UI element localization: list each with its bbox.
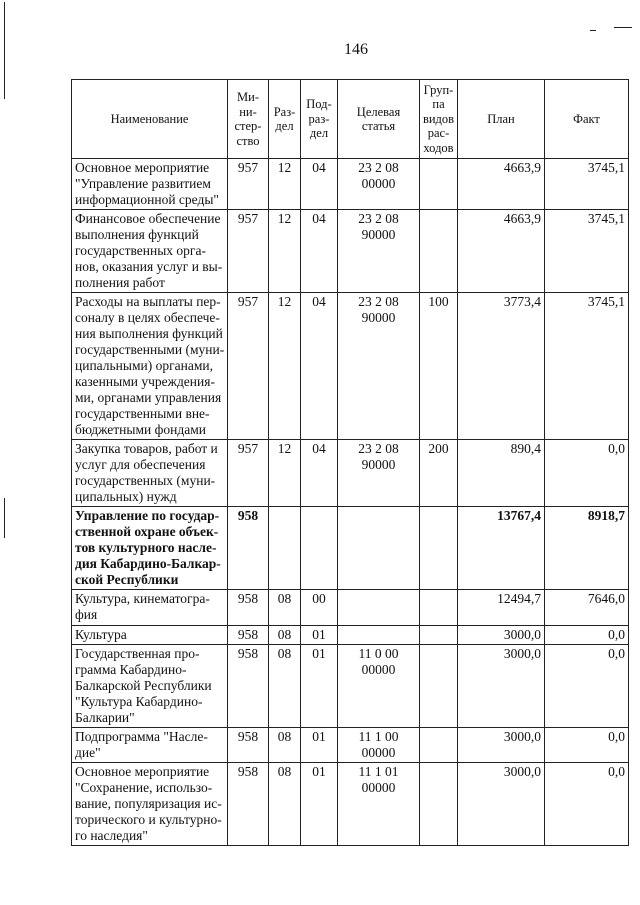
row-ministry: 957 xyxy=(228,293,269,440)
left-margin-line xyxy=(4,2,5,99)
header-section-text: Раз- дел xyxy=(273,104,296,133)
row-section: 08 xyxy=(269,763,301,846)
row-section: 08 xyxy=(269,590,301,626)
row-fact: 8918,7 xyxy=(545,507,629,590)
row-plan: 3000,0 xyxy=(458,626,545,645)
row-fact: 7646,0 xyxy=(545,590,629,626)
row-ministry: 957 xyxy=(228,210,269,293)
row-plan: 13767,4 xyxy=(458,507,545,590)
table-header-row xyxy=(72,80,629,159)
row-ministry: 958 xyxy=(228,590,269,626)
header-name: Наименование xyxy=(72,80,228,159)
row-article: 23 2 08 00000 xyxy=(338,159,420,210)
corner-mark xyxy=(590,30,596,31)
header-ministry xyxy=(228,80,269,159)
header-plan: План xyxy=(458,80,545,159)
row-subsection: 04 xyxy=(301,210,338,293)
row-section: 12 xyxy=(269,159,301,210)
table-row xyxy=(72,763,629,846)
header-subsection xyxy=(301,80,338,159)
table-row xyxy=(72,728,629,763)
table-row xyxy=(72,507,629,590)
row-plan: 3000,0 xyxy=(458,645,545,728)
row-group xyxy=(420,626,458,645)
row-section: 08 xyxy=(269,728,301,763)
row-group xyxy=(420,210,458,293)
row-subsection: 04 xyxy=(301,440,338,507)
row-subsection: 01 xyxy=(301,763,338,846)
row-plan: 12494,7 xyxy=(458,590,545,626)
row-plan: 3000,0 xyxy=(458,763,545,846)
row-group: 200 xyxy=(420,440,458,507)
row-ministry: 957 xyxy=(228,159,269,210)
row-group xyxy=(420,645,458,728)
row-fact: 3745,1 xyxy=(545,293,629,440)
row-section xyxy=(269,507,301,590)
row-subsection: 04 xyxy=(301,293,338,440)
row-name: Подпрограмма "Насле-дие" xyxy=(72,728,228,763)
row-plan: 3773,4 xyxy=(458,293,545,440)
row-fact: 3745,1 xyxy=(545,159,629,210)
left-margin-line xyxy=(4,498,5,538)
row-ministry: 958 xyxy=(228,645,269,728)
row-subsection xyxy=(301,507,338,590)
row-name: Основное мероприятие "Сохранение, использо-вание, популяризация ис-торического и культурно-го наследия" xyxy=(72,763,228,846)
header-subsection-text: Под- раз- дел xyxy=(306,97,332,141)
table-row xyxy=(72,210,629,293)
row-section: 12 xyxy=(269,293,301,440)
header-fact: Факт xyxy=(545,80,629,159)
table-row xyxy=(72,626,629,645)
row-group xyxy=(420,507,458,590)
table-row xyxy=(72,590,629,626)
row-name: Культура, кинематогра-фия xyxy=(72,590,228,626)
row-fact: 0,0 xyxy=(545,763,629,846)
header-ministry-text: Ми- ни- стер- ство xyxy=(234,90,262,148)
header-section xyxy=(269,80,301,159)
row-subsection: 01 xyxy=(301,626,338,645)
row-ministry: 958 xyxy=(228,507,269,590)
row-ministry: 957 xyxy=(228,440,269,507)
row-name: Финансовое обеспечение выполнения функций государственных орга-нов, оказания услуг и вы-полнения работ xyxy=(72,210,228,293)
table-row xyxy=(72,645,629,728)
row-fact: 0,0 xyxy=(545,440,629,507)
row-plan: 3000,0 xyxy=(458,728,545,763)
row-fact: 0,0 xyxy=(545,626,629,645)
row-plan: 4663,9 xyxy=(458,210,545,293)
row-article: 11 1 00 00000 xyxy=(338,728,420,763)
row-fact: 3745,1 xyxy=(545,210,629,293)
row-name: Расходы на выплаты пер-соналу в целях обеспече-ния выполнения функций государственными (муни-ципальными) органами, казенными учреждения-ми, органами управления государственными вне-бюджетными фондами xyxy=(72,293,228,440)
row-article xyxy=(338,626,420,645)
row-article: 23 2 08 90000 xyxy=(338,440,420,507)
row-article xyxy=(338,590,420,626)
row-plan: 890,4 xyxy=(458,440,545,507)
row-plan: 4663,9 xyxy=(458,159,545,210)
row-article: 11 0 00 00000 xyxy=(338,645,420,728)
row-ministry: 958 xyxy=(228,626,269,645)
corner-mark xyxy=(614,27,632,28)
row-article: 23 2 08 90000 xyxy=(338,293,420,440)
row-section: 08 xyxy=(269,645,301,728)
row-article: 23 2 08 90000 xyxy=(338,210,420,293)
row-ministry: 958 xyxy=(228,763,269,846)
row-section: 12 xyxy=(269,210,301,293)
row-group xyxy=(420,590,458,626)
row-fact: 0,0 xyxy=(545,645,629,728)
header-target-article-text: Целевая статья xyxy=(356,104,401,133)
header-expense-group-text: Груп- па видов рас- ходов xyxy=(422,82,455,155)
page-number: 146 xyxy=(344,41,368,58)
row-subsection: 01 xyxy=(301,645,338,728)
row-article xyxy=(338,507,420,590)
row-group xyxy=(420,728,458,763)
row-subsection: 04 xyxy=(301,159,338,210)
row-section: 08 xyxy=(269,626,301,645)
row-name: Закупка товаров, работ и услуг для обеспечения государственных (муни-ципальных) нужд xyxy=(72,440,228,507)
row-name: Управление по государ-ственной охране объек-тов культурного насле-дия Кабардино-Балкар-ской Республики xyxy=(72,507,228,590)
row-name: Культура xyxy=(72,626,228,645)
row-name: Основное мероприятие "Управление развитием информационной среды" xyxy=(72,159,228,210)
row-group xyxy=(420,763,458,846)
row-fact: 0,0 xyxy=(545,728,629,763)
row-name: Государственная про-грамма Кабардино-Балкарской Республики "Культура Кабардино-Балкарии" xyxy=(72,645,228,728)
row-article: 11 1 01 00000 xyxy=(338,763,420,846)
row-section: 12 xyxy=(269,440,301,507)
row-ministry: 958 xyxy=(228,728,269,763)
budget-table xyxy=(71,79,629,846)
table-row xyxy=(72,159,629,210)
row-group xyxy=(420,159,458,210)
row-group: 100 xyxy=(420,293,458,440)
table-row xyxy=(72,440,629,507)
table-row xyxy=(72,293,629,440)
row-subsection: 00 xyxy=(301,590,338,626)
row-subsection: 01 xyxy=(301,728,338,763)
header-target-article xyxy=(338,80,420,159)
header-expense-group xyxy=(420,80,458,159)
